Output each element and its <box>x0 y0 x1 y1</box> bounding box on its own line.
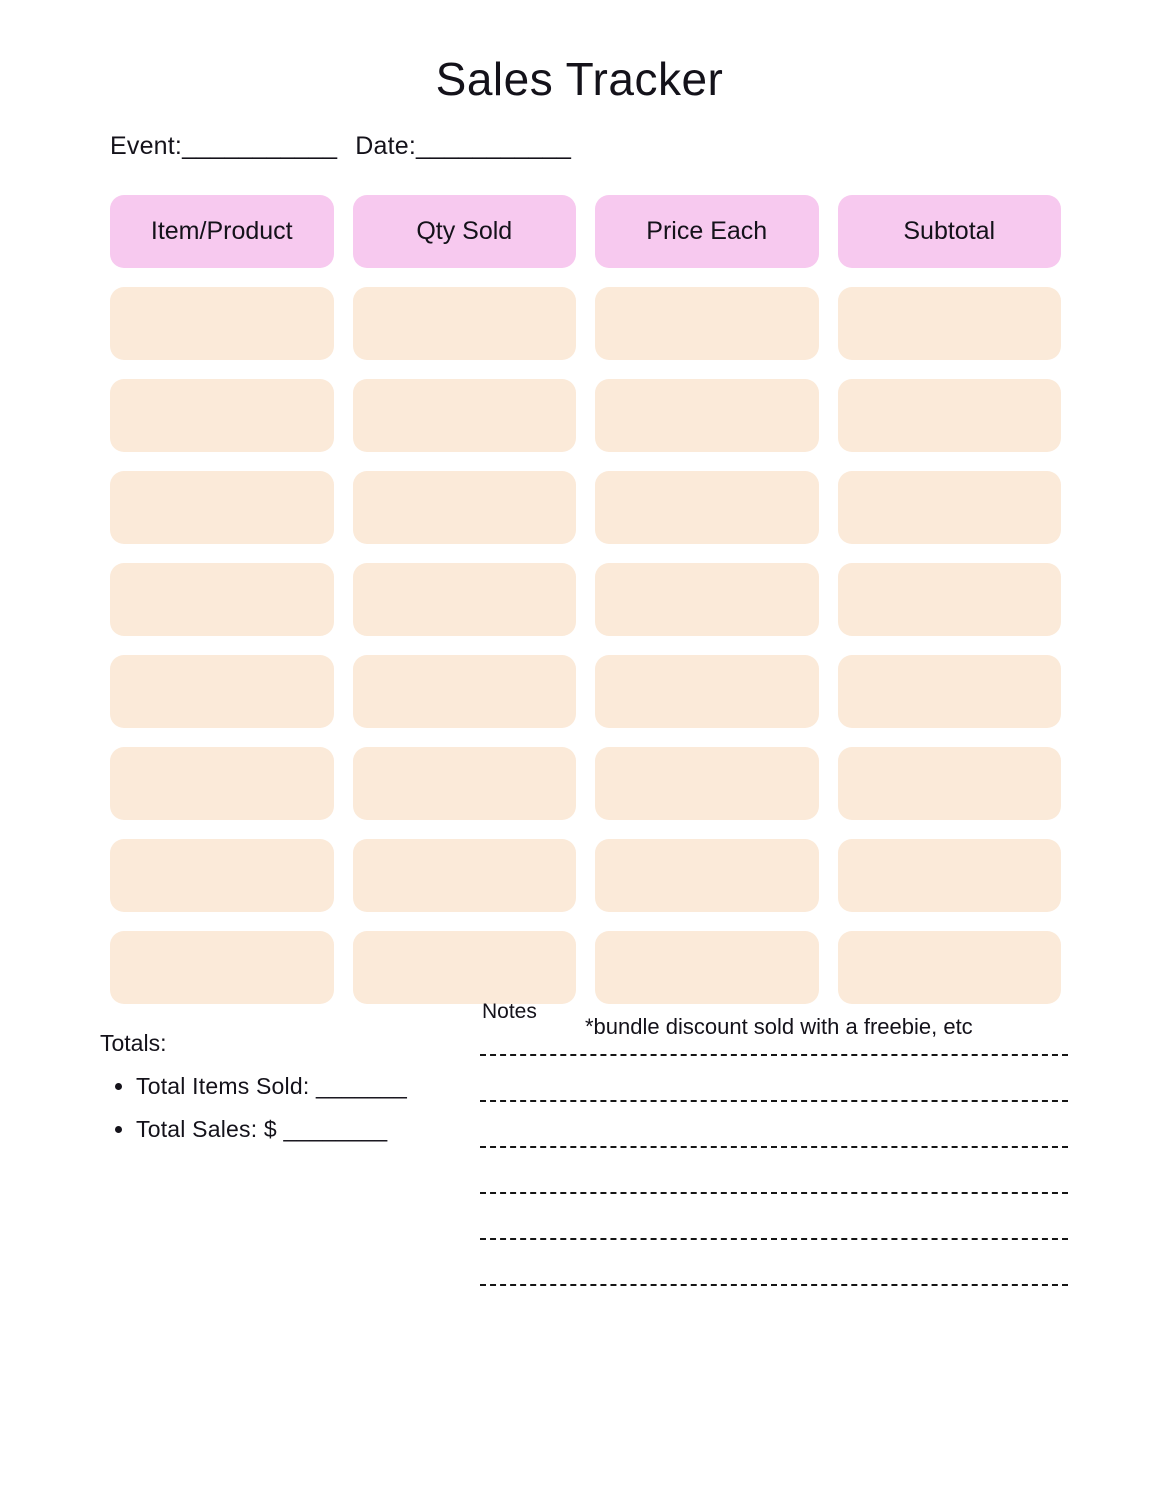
cell-subtotal[interactable] <box>838 563 1062 636</box>
cell-price[interactable] <box>595 655 819 728</box>
notes-hint: *bundle discount sold with a freebie, etc <box>585 1014 973 1039</box>
table-row <box>110 747 1061 820</box>
cell-qty[interactable] <box>353 287 577 360</box>
cell-qty[interactable] <box>353 655 577 728</box>
notes-label: Notes <box>482 1000 537 1023</box>
cell-item[interactable] <box>110 931 334 1004</box>
note-line[interactable] <box>480 1054 1068 1056</box>
column-header-subtotal: Subtotal <box>838 195 1062 268</box>
event-blank-field[interactable]: ___________ <box>182 132 338 160</box>
table-row <box>110 379 1061 452</box>
cell-price[interactable] <box>595 379 819 452</box>
note-line[interactable] <box>480 1284 1068 1286</box>
table-header-row <box>110 195 1061 268</box>
cell-price[interactable] <box>595 471 819 544</box>
cell-item[interactable] <box>110 471 334 544</box>
cell-item[interactable] <box>110 655 334 728</box>
table-row <box>110 839 1061 912</box>
cell-qty[interactable] <box>353 379 577 452</box>
page-title: Sales Tracker <box>435 53 724 105</box>
cell-subtotal[interactable] <box>838 931 1062 1004</box>
cell-qty[interactable] <box>353 471 577 544</box>
cell-price[interactable] <box>595 931 819 1004</box>
note-line[interactable] <box>480 1146 1068 1148</box>
note-line[interactable] <box>480 1192 1068 1194</box>
cell-price[interactable] <box>595 287 819 360</box>
event-date-row <box>110 132 1159 161</box>
list-item[interactable]: • Total Sales: $ ________ <box>136 1108 480 1151</box>
cell-qty[interactable] <box>353 747 577 820</box>
cell-subtotal[interactable] <box>838 471 1062 544</box>
date-label: Date: <box>355 132 416 160</box>
date-blank-field[interactable]: ___________ <box>416 132 572 160</box>
column-header-price: Price Each <box>595 195 819 268</box>
note-line[interactable] <box>480 1100 1068 1102</box>
cell-item[interactable] <box>110 747 334 820</box>
list-item[interactable]: • Total Items Sold: _______ <box>136 1065 480 1108</box>
cell-price[interactable] <box>595 563 819 636</box>
cell-subtotal[interactable] <box>838 747 1062 820</box>
column-header-item: Item/Product <box>110 195 334 268</box>
table-row <box>110 287 1061 360</box>
sales-table <box>110 195 1061 1023</box>
cell-item[interactable] <box>110 379 334 452</box>
cell-price[interactable] <box>595 839 819 912</box>
page-footer-section <box>0 1000 1159 1500</box>
notes-block <box>480 1000 1080 1286</box>
cell-item[interactable] <box>110 839 334 912</box>
table-row <box>110 563 1061 636</box>
totals-block <box>100 1030 480 1150</box>
cell-qty[interactable] <box>353 839 577 912</box>
cell-item[interactable] <box>110 287 334 360</box>
event-label: Event: <box>110 132 183 160</box>
cell-subtotal[interactable] <box>838 655 1062 728</box>
cell-subtotal[interactable] <box>838 379 1062 452</box>
cell-item[interactable] <box>110 563 334 636</box>
cell-price[interactable] <box>595 747 819 820</box>
table-row <box>110 931 1061 1004</box>
table-row <box>110 471 1061 544</box>
cell-qty[interactable] <box>353 563 577 636</box>
cell-qty[interactable] <box>353 931 577 1004</box>
table-row <box>110 655 1061 728</box>
column-header-qty: Qty Sold <box>353 195 577 268</box>
cell-subtotal[interactable] <box>838 287 1062 360</box>
note-line[interactable] <box>480 1238 1068 1240</box>
totals-heading: Totals: <box>100 1030 167 1056</box>
cell-subtotal[interactable] <box>838 839 1062 912</box>
